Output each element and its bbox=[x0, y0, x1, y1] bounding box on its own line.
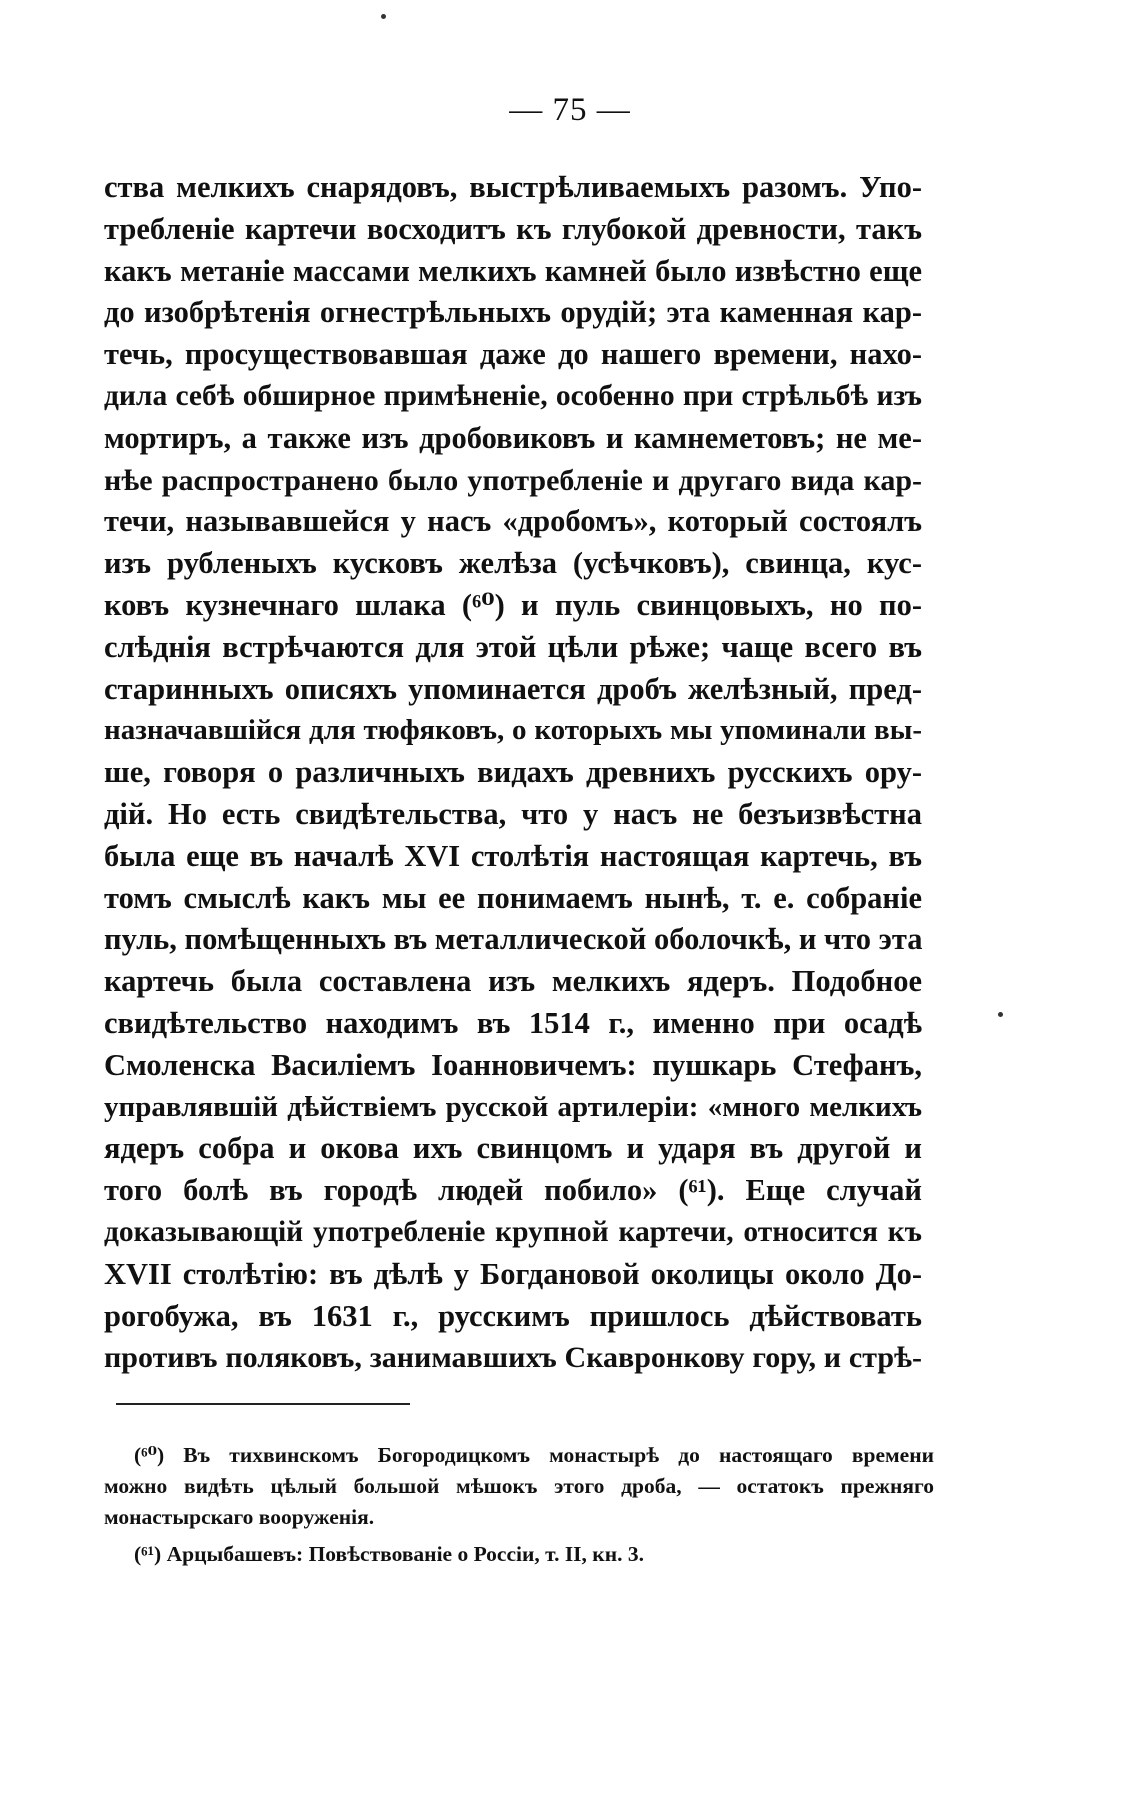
text-line: Смоленска Василіемъ Іоанновичемъ: пушкарь Стефанъ, bbox=[104, 1047, 922, 1082]
text-line: картечь была составлена изъ мелкихъ ядеръ. Подобное bbox=[104, 964, 922, 999]
text-line: течь, просуществовавшая даже до нашего времени, нахо- bbox=[104, 337, 922, 372]
footnotes bbox=[104, 1440, 934, 1570]
text-line: управлявшій дѣйствіемъ русской артилеріи: «много мелкихъ bbox=[104, 1090, 922, 1123]
text-line: доказывающій употребленіе крупной картечи, относится къ bbox=[104, 1215, 922, 1248]
text-line: какъ метаніе массами мелкихъ камней было извѣстно еще bbox=[104, 253, 922, 288]
footnote-divider bbox=[116, 1403, 410, 1405]
text-line: дила себѣ обширное примѣненіе, особенно при стрѣльбѣ изъ bbox=[104, 379, 922, 412]
body-text bbox=[104, 167, 922, 1379]
page-number: — 75 — bbox=[509, 92, 631, 128]
text-line: назначавшійся для тюфяковъ, о которыхъ мы упоминали вы- bbox=[104, 714, 922, 747]
text-line: была еще въ началѣ XVI столѣтія настоящая картечь, въ bbox=[104, 838, 922, 873]
footnote-60-line: можно видѣть цѣлый большой мѣшокъ этого дроба, — остатокъ прежняго bbox=[104, 1474, 934, 1498]
text-line: ше, говоря о различныхъ видахъ древнихъ русскихъ ору- bbox=[104, 755, 922, 790]
footnote-61-line: (⁶¹) Арцыбашевъ: Повѣствованіе о Россіи, т. II, кн. 3. bbox=[134, 1542, 644, 1566]
text-line: ства мелкихъ снарядовъ, выстрѣливаемыхъ разомъ. Упо- bbox=[104, 170, 922, 204]
text-line: дій. Но есть свидѣтельства, что у насъ не безъизвѣстна bbox=[104, 796, 922, 831]
text-line: нѣе распространено было употребленіе и другаго вида кар- bbox=[104, 463, 922, 497]
text-line: до изобрѣтенія огнестрѣльныхъ орудій; эта каменная кар- bbox=[104, 295, 922, 330]
text-line: рогобужа, въ 1631 г., русскимъ пришлось дѣйствовать bbox=[104, 1298, 922, 1333]
text-line: слѣднія встрѣчаются для этой цѣли рѣже; чаще всего въ bbox=[104, 629, 922, 664]
text-line: противъ поляковъ, занимавшихъ Скавронкову гору, и стрѣ- bbox=[104, 1341, 922, 1375]
footnote-60-line: монастырскаго вооруженія. bbox=[104, 1505, 375, 1529]
text-line: старинныхъ описяхъ упоминается дробъ желѣзный, пред- bbox=[104, 671, 922, 706]
text-line: требленіе картечи восходитъ къ глубокой древности, такъ bbox=[104, 211, 922, 246]
text-line: ковъ кузнечнаго шлака (⁶⁰) и пуль свинцовыхъ, но по- bbox=[104, 587, 922, 622]
text-line: свидѣтельство находимъ въ 1514 г., именно при осадѣ bbox=[104, 1005, 922, 1040]
text-line: течи, называвшейся у насъ «дробомъ», который состоялъ bbox=[104, 504, 922, 539]
footnote-60-line: (⁶⁰) Въ тихвинскомъ Богородицкомъ монастырѣ до настоящаго времени bbox=[134, 1443, 934, 1467]
text-line: томъ смыслѣ какъ мы ее понимаемъ нынѣ, т. е. собраніе bbox=[104, 880, 922, 915]
text-line: того болѣ въ городѣ людей побило» (⁶¹). Еще случай bbox=[104, 1173, 922, 1208]
text-line: мортиръ, а также изъ дробовиковъ и камнеметовъ; не ме- bbox=[104, 420, 922, 455]
print-speck bbox=[998, 1012, 1003, 1017]
text-line: ядеръ собра и окова ихъ свинцомъ и ударя въ другой и bbox=[104, 1131, 922, 1166]
print-speck bbox=[381, 14, 386, 19]
text-line: пуль, помѣщенныхъ въ металлической оболочкѣ, и что эта bbox=[104, 922, 923, 957]
text-line: XVII столѣтію: въ дѣлѣ у Богдановой околицы около До- bbox=[104, 1256, 922, 1291]
text-line: изъ рубленыхъ кусковъ желѣза (усѣчковъ), свинца, кус- bbox=[104, 546, 922, 581]
